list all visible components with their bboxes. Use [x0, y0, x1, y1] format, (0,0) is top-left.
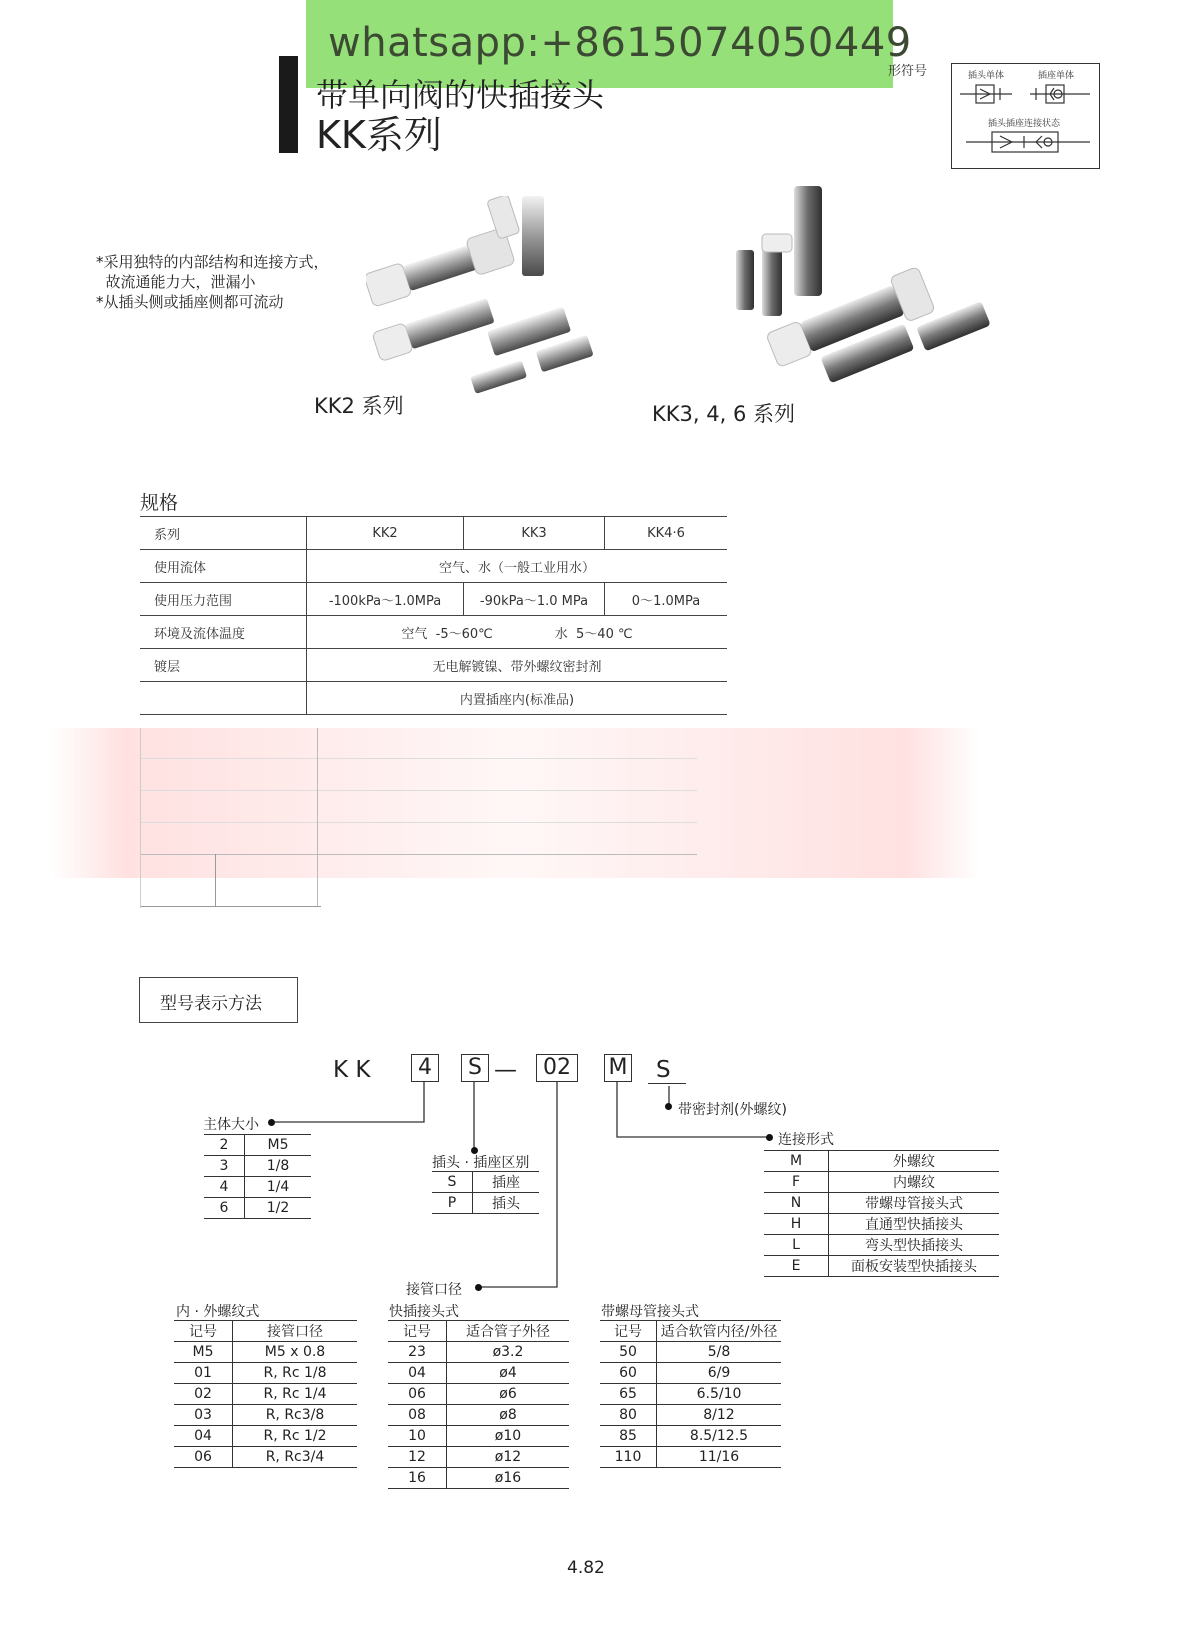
nut-row: [600, 1384, 781, 1405]
port-label: 接管口径: [406, 1282, 462, 1298]
push-row: [388, 1426, 569, 1447]
thread-value: M5 x 0.8: [233, 1342, 358, 1363]
push-value: ø4: [447, 1363, 570, 1384]
nut-table: [600, 1320, 781, 1468]
size-value: M5: [245, 1135, 312, 1156]
nut-value: 11/16: [657, 1447, 782, 1468]
push-value: ø16: [447, 1468, 570, 1489]
push-code: 12: [388, 1447, 447, 1468]
nut-table-title: 带螺母管接头式: [601, 1304, 699, 1320]
thread-value: R, Rc 1/2: [233, 1426, 358, 1447]
push-header: 记号: [388, 1321, 447, 1342]
conn-code: H: [764, 1214, 829, 1235]
size-code: 3: [204, 1156, 245, 1177]
spec-key: 系列: [140, 517, 307, 550]
size-value: 1/8: [245, 1156, 312, 1177]
nut-code: 110: [600, 1447, 657, 1468]
spec-cell: 内置插座内(标准品): [307, 682, 728, 715]
seal-label: 带密封剂(外螺纹): [678, 1102, 787, 1118]
conn-code: M: [764, 1151, 829, 1172]
thread-header-row: [174, 1321, 357, 1342]
thread-value: R, Rc 1/8: [233, 1363, 358, 1384]
push-row: [388, 1468, 569, 1489]
push-code: 06: [388, 1384, 447, 1405]
model-code-dash: —: [494, 1057, 517, 1083]
size-table: [204, 1134, 311, 1219]
spec-cell: 无电解镀镍、带外螺纹密封剂: [307, 649, 728, 682]
feature-item: *采用独特的内部结构和连接方式，: [96, 253, 329, 271]
model-code-seal: S: [656, 1057, 671, 1083]
spec-section-title: 规格: [140, 492, 179, 514]
model-code-size-box: 4: [411, 1054, 439, 1082]
nut-code: 50: [600, 1342, 657, 1363]
push-row: [388, 1405, 569, 1426]
conn-row: [764, 1256, 999, 1277]
size-value: 1/4: [245, 1177, 312, 1198]
thread-code: 04: [174, 1426, 233, 1447]
nut-value: 8.5/12.5: [657, 1426, 782, 1447]
type-row: [432, 1172, 539, 1193]
thread-code: 01: [174, 1363, 233, 1384]
size-code: 4: [204, 1177, 245, 1198]
conn-desc: 面板安装型快插接头: [829, 1256, 1000, 1277]
push-row: [388, 1342, 569, 1363]
nut-row: [600, 1426, 781, 1447]
nut-row: [600, 1363, 781, 1384]
type-row: [432, 1193, 539, 1214]
size-row: [204, 1135, 311, 1156]
thread-value: R, Rc3/8: [233, 1405, 358, 1426]
type-desc: 插座: [473, 1172, 540, 1193]
nut-code: 60: [600, 1363, 657, 1384]
thread-table-title: 内 · 外螺纹式: [176, 1304, 260, 1320]
thread-value: R, Rc3/4: [233, 1447, 358, 1468]
spec-cell: KK4·6: [605, 517, 728, 550]
size-row: [204, 1198, 311, 1219]
symbol-label: 形符号: [888, 64, 928, 79]
nut-value: 8/12: [657, 1405, 782, 1426]
model-code-type-box: S: [461, 1054, 489, 1082]
port-dot: [475, 1284, 482, 1291]
conn-desc: 直通型快插接头: [829, 1214, 1000, 1235]
model-code-conn-box: M: [604, 1054, 632, 1082]
symbol-plug-label: 插头单体: [968, 71, 1005, 81]
kk2-series-label: KK2 系列: [314, 394, 404, 418]
type-label: 插头 · 插座区别: [432, 1155, 530, 1171]
thread-row: [174, 1342, 357, 1363]
thread-code: M5: [174, 1342, 233, 1363]
thread-code: 03: [174, 1405, 233, 1426]
model-code-port-box: 02: [536, 1054, 578, 1082]
thread-row: [174, 1363, 357, 1384]
type-table: [432, 1171, 539, 1214]
thread-code: 02: [174, 1384, 233, 1405]
watermark-text: whatsapp:+8615074050449: [328, 20, 912, 66]
spec-key: 使用流体: [140, 550, 307, 583]
thread-header: 记号: [174, 1321, 233, 1342]
thread-row: [174, 1447, 357, 1468]
thread-header: 接管口径: [233, 1321, 358, 1342]
size-code: 2: [204, 1135, 245, 1156]
spec-key: 环境及流体温度: [140, 616, 307, 649]
push-code: 04: [388, 1363, 447, 1384]
push-value: ø12: [447, 1447, 570, 1468]
push-row: [388, 1384, 569, 1405]
feature-item: 故流通能力大，泄漏小: [96, 273, 256, 291]
thread-row: [174, 1384, 357, 1405]
page-title-series: KK系列: [316, 113, 442, 157]
thread-value: R, Rc 1/4: [233, 1384, 358, 1405]
thread-row: [174, 1405, 357, 1426]
size-value: 1/2: [245, 1198, 312, 1219]
nut-header: 记号: [600, 1321, 657, 1342]
push-value: ø6: [447, 1384, 570, 1405]
push-code: 16: [388, 1468, 447, 1489]
type-code: S: [432, 1172, 473, 1193]
push-code: 23: [388, 1342, 447, 1363]
spec-key: 镀层: [140, 649, 307, 682]
push-header-row: [388, 1321, 569, 1342]
conn-row: [764, 1151, 999, 1172]
type-code: P: [432, 1193, 473, 1214]
size-code: 6: [204, 1198, 245, 1219]
conn-code: E: [764, 1256, 829, 1277]
thread-code: 06: [174, 1447, 233, 1468]
conn-row: [764, 1235, 999, 1256]
spec-key: 使用压力范围: [140, 583, 307, 616]
spec-cell: 0～1.0MPa: [605, 583, 728, 616]
conn-code: L: [764, 1235, 829, 1256]
conn-table: [764, 1150, 999, 1277]
conn-code: N: [764, 1193, 829, 1214]
nut-code: 85: [600, 1426, 657, 1447]
push-value: ø10: [447, 1426, 570, 1447]
nut-code: 65: [600, 1384, 657, 1405]
size-dot: [268, 1119, 275, 1126]
push-value: ø8: [447, 1405, 570, 1426]
seal-dot: [665, 1103, 672, 1110]
spec-cell: KK2: [307, 517, 464, 550]
spec-cell: -100kPa～1.0MPa: [307, 583, 464, 616]
push-row: [388, 1363, 569, 1384]
page-number: 4.82: [567, 1558, 605, 1578]
nut-value: 5/8: [657, 1342, 782, 1363]
symbol-connected-label: 插头插座连接状态: [988, 119, 1061, 129]
push-header: 适合管子外径: [447, 1321, 570, 1342]
nut-code: 80: [600, 1405, 657, 1426]
conn-desc: 外螺纹: [829, 1151, 1000, 1172]
feature-item: *从插头侧或插座侧都可流动: [96, 293, 284, 311]
type-desc: 插头: [473, 1193, 540, 1214]
push-table-title: 快插接头式: [389, 1304, 459, 1320]
spec-cell: 空气、水（一般工业用水）: [307, 550, 728, 583]
conn-dot: [766, 1134, 773, 1141]
conn-desc: 弯头型快插接头: [829, 1235, 1000, 1256]
push-code: 08: [388, 1405, 447, 1426]
nut-value: 6.5/10: [657, 1384, 782, 1405]
push-value: ø3.2: [447, 1342, 570, 1363]
nut-row: [600, 1342, 781, 1363]
conn-desc: 内螺纹: [829, 1172, 1000, 1193]
spec-cell: 空气 -5～60℃ 水 5～40 ℃: [307, 616, 728, 649]
conn-label: 连接形式: [778, 1132, 834, 1148]
spec-cell: KK3: [464, 517, 605, 550]
push-row: [388, 1447, 569, 1468]
thread-row: [174, 1426, 357, 1447]
conn-code: F: [764, 1172, 829, 1193]
nut-value: 6/9: [657, 1363, 782, 1384]
model-section-title: 型号表示方法: [160, 994, 262, 1014]
symbol-socket-label: 插座单体: [1038, 71, 1075, 81]
nut-header: 适合软管内径/外径: [657, 1321, 782, 1342]
nut-row: [600, 1405, 781, 1426]
nut-header-row: [600, 1321, 781, 1342]
kk346-series-label: KK3, 4, 6 系列: [652, 402, 796, 426]
page-title-cn: 带单向阀的快插接头: [316, 76, 605, 114]
push-table: [388, 1320, 569, 1489]
conn-row: [764, 1172, 999, 1193]
conn-row: [764, 1193, 999, 1214]
size-row: [204, 1177, 311, 1198]
spec-cell: -90kPa～1.0 MPa: [464, 583, 605, 616]
size-row: [204, 1156, 311, 1177]
thread-table: [174, 1320, 357, 1468]
conn-desc: 带螺母管接头式: [829, 1193, 1000, 1214]
conn-row: [764, 1214, 999, 1235]
nut-row: [600, 1447, 781, 1468]
size-label: 主体大小: [203, 1117, 259, 1133]
model-code-prefix: K K: [333, 1057, 371, 1083]
push-code: 10: [388, 1426, 447, 1447]
